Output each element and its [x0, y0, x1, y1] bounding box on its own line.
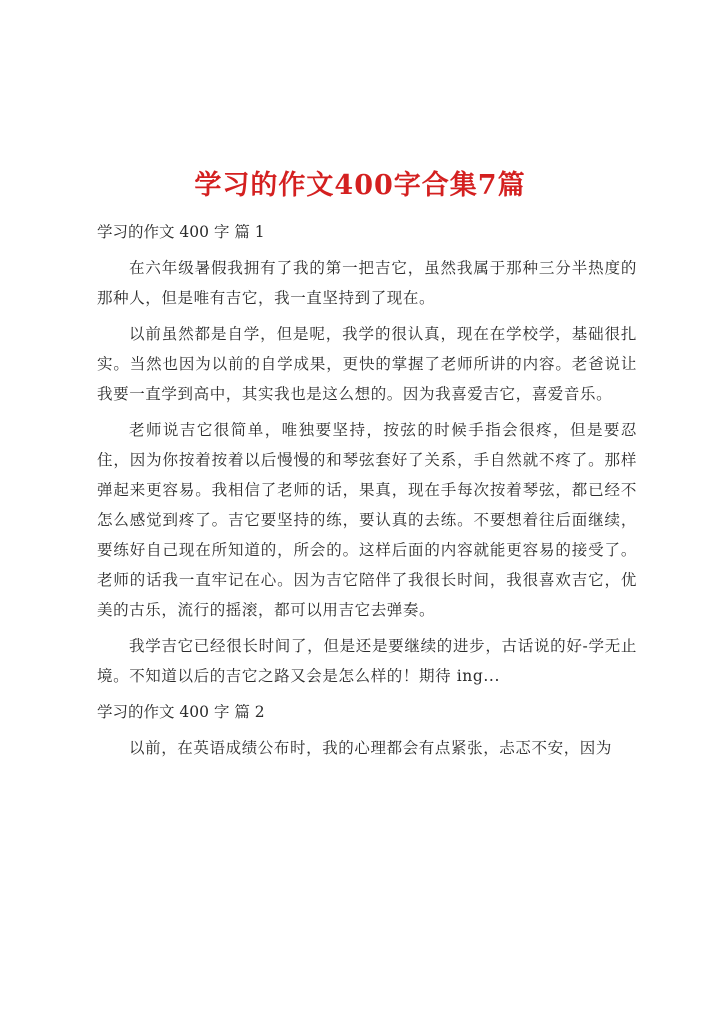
paragraph: 我学吉它已经很长时间了，但是还是要继续的进步，古话说的好-学无止境。不知道以后的吉它之路又会是怎么样的！期待 ing...	[97, 637, 637, 685]
paragraph: 在六年级暑假我拥有了我的第一把吉它，虽然我属于那种三分半热度的那种人，但是唯有吉它，我一直坚持到了现在。	[97, 259, 637, 307]
document-title: 学习的作文400字合集7篇	[194, 170, 526, 202]
section-heading: 学习的作文 400 字 篇 2	[97, 703, 265, 721]
document-body	[97, 217, 637, 769]
paragraph: 以前，在英语成绩公布时，我的心理都会有点紧张，忐忑不安，因为	[129, 739, 613, 757]
paragraph: 老师说吉它很简单，唯独要坚持，按弦的时候手指会很疼，但是要忍住，因为你按着按着以后慢慢的和琴弦套好了关系，手自然就不疼了。那样弹起来更容易。我相信了老师的话，果真，现在手每次按着琴弦，都已经不怎么感觉到疼了。吉它要坚持的练，要认真的去练。不要想着往后面继续，要练好自己现在所知道的，所会的。这样后面的内容就能更容易的接受了。老师的话我一直牢记在心。因为吉它陪伴了我很长时间，我很喜欢吉它，优美的古乐，流行的摇滚，都可以用吉它去弹奏。	[97, 421, 637, 619]
paragraph: 以前虽然都是自学，但是呢，我学的很认真，现在在学校学，基础很扎实。当然也因为以前的自学成果，更快的掌握了老师所讲的内容。老爸说让我要一直学到高中，其实我也是这么想的。因为我喜爱吉它，喜爱音乐。	[97, 325, 637, 403]
section-heading: 学习的作文 400 字 篇 1	[97, 223, 265, 241]
